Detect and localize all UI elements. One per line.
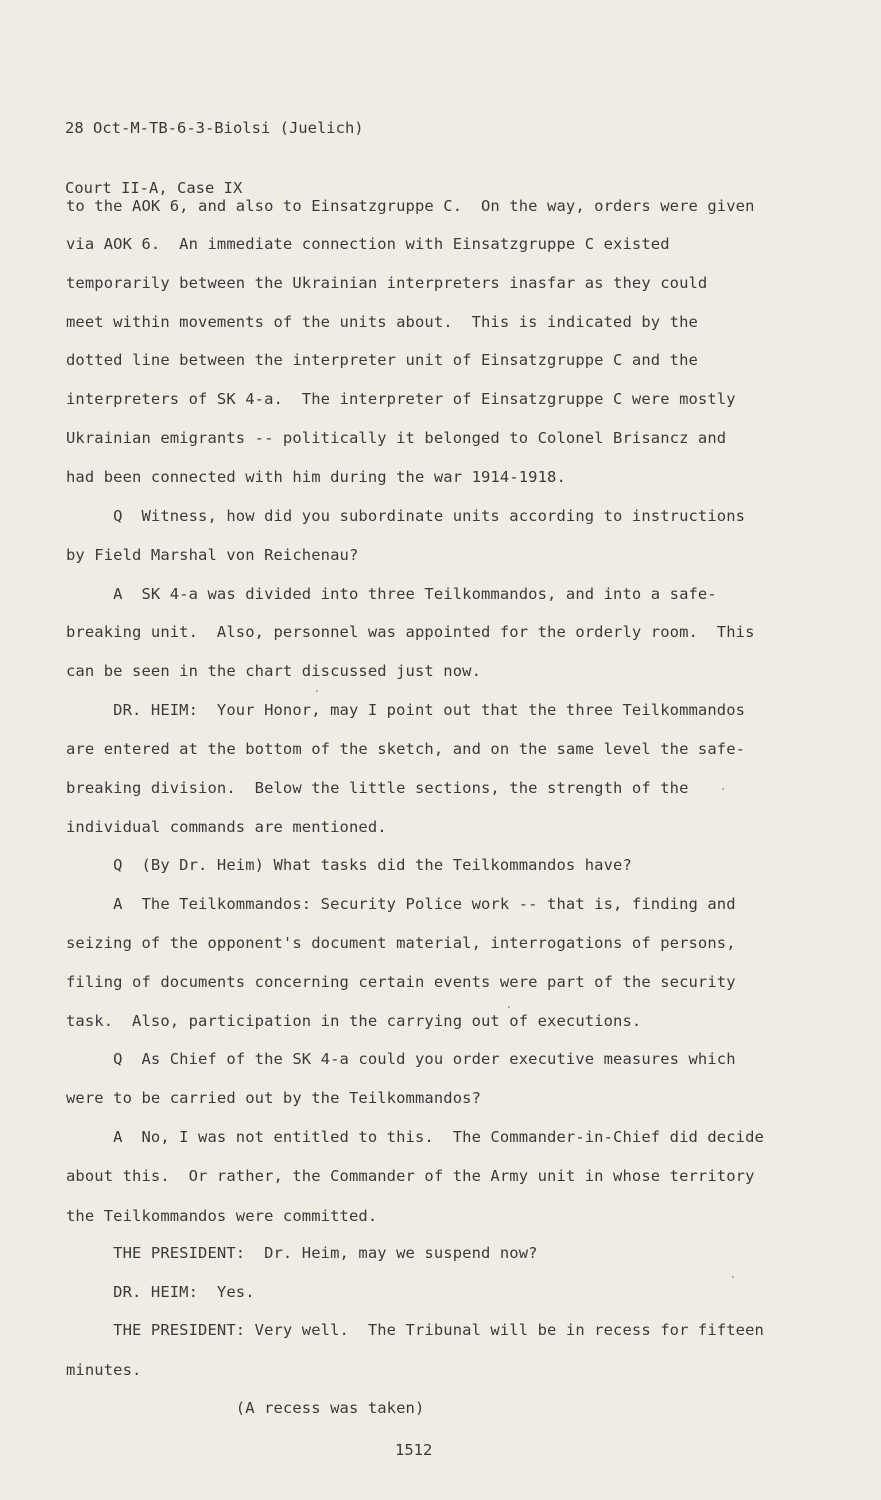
- transcript-line: meet within movements of the units about. This is indicated by the: [66, 313, 698, 331]
- transcript-line: had been connected with him during the war 1914-1918.: [66, 468, 566, 486]
- transcript-line: DR. HEIM: Yes.: [66, 1283, 255, 1301]
- transcript-body: [66, 0, 856, 1500]
- transcript-line: dotted line between the interpreter unit of Einsatzgruppe C and the: [66, 351, 698, 369]
- transcript-line: were to be carried out by the Teilkommandos?: [66, 1089, 481, 1107]
- transcript-line: via AOK 6. An immediate connection with Einsatzgruppe C existed: [66, 235, 670, 253]
- header-line-1: 28 Oct-M-TB-6-3-Biolsi (Juelich): [65, 119, 364, 137]
- transcript-line: filing of documents concerning certain events were part of the security: [66, 973, 736, 991]
- transcript-line: breaking unit. Also, personnel was appointed for the orderly room. This: [66, 623, 755, 641]
- transcript-line: minutes.: [66, 1361, 142, 1379]
- transcript-line: THE PRESIDENT: Very well. The Tribunal will be in recess for fifteen: [66, 1321, 764, 1339]
- paper-speck: [508, 1006, 510, 1008]
- transcript-line: temporarily between the Ukrainian interpreters inasfar as they could: [66, 274, 708, 292]
- transcript-line: about this. Or rather, the Commander of the Army unit in whose territory: [66, 1167, 755, 1185]
- transcript-line: seizing of the opponent's document material, interrogations of persons,: [66, 934, 736, 952]
- transcript-line: A The Teilkommandos: Security Police work -- that is, finding and: [66, 895, 736, 913]
- transcript-line: DR. HEIM: Your Honor, may I point out that the three Teilkommandos: [66, 701, 746, 719]
- transcript-line: A SK 4-a was divided into three Teilkommandos, and into a safe-: [66, 585, 717, 603]
- transcript-line: Q As Chief of the SK 4-a could you order executive measures which: [66, 1050, 736, 1068]
- paper-speck: [316, 690, 318, 692]
- transcript-line: can be seen in the chart discussed just now.: [66, 662, 481, 680]
- page-number: 1512: [395, 1441, 433, 1459]
- header-line-2: Court II-A, Case IX: [65, 179, 243, 197]
- transcript-line: THE PRESIDENT: Dr. Heim, may we suspend now?: [66, 1244, 538, 1262]
- paper-speck: [732, 1276, 734, 1278]
- transcript-line: are entered at the bottom of the sketch, and on the same level the safe-: [66, 740, 746, 758]
- transcript-line: (A recess was taken): [66, 1399, 425, 1417]
- transcript-line: individual commands are mentioned.: [66, 818, 387, 836]
- transcript-line: Ukrainian emigrants -- politically it belonged to Colonel Brisancz and: [66, 429, 727, 447]
- transcript-line: interpreters of SK 4-a. The interpreter of Einsatzgruppe C were mostly: [66, 390, 736, 408]
- transcript-line: breaking division. Below the little sections, the strength of the: [66, 779, 689, 797]
- transcript-line: by Field Marshal von Reichenau?: [66, 546, 359, 564]
- transcript-line: Q (By Dr. Heim) What tasks did the Teilkommandos have?: [66, 856, 632, 874]
- paper-speck: [722, 788, 724, 790]
- transcript-line: the Teilkommandos were committed.: [66, 1207, 378, 1225]
- transcript-line: to the AOK 6, and also to Einsatzgruppe C. On the way, orders were given: [66, 197, 755, 215]
- transcript-line: A No, I was not entitled to this. The Commander-in-Chief did decide: [66, 1128, 764, 1146]
- transcript-line: task. Also, participation in the carrying out of executions.: [66, 1012, 642, 1030]
- transcript-line: Q Witness, how did you subordinate units according to instructions: [66, 507, 746, 525]
